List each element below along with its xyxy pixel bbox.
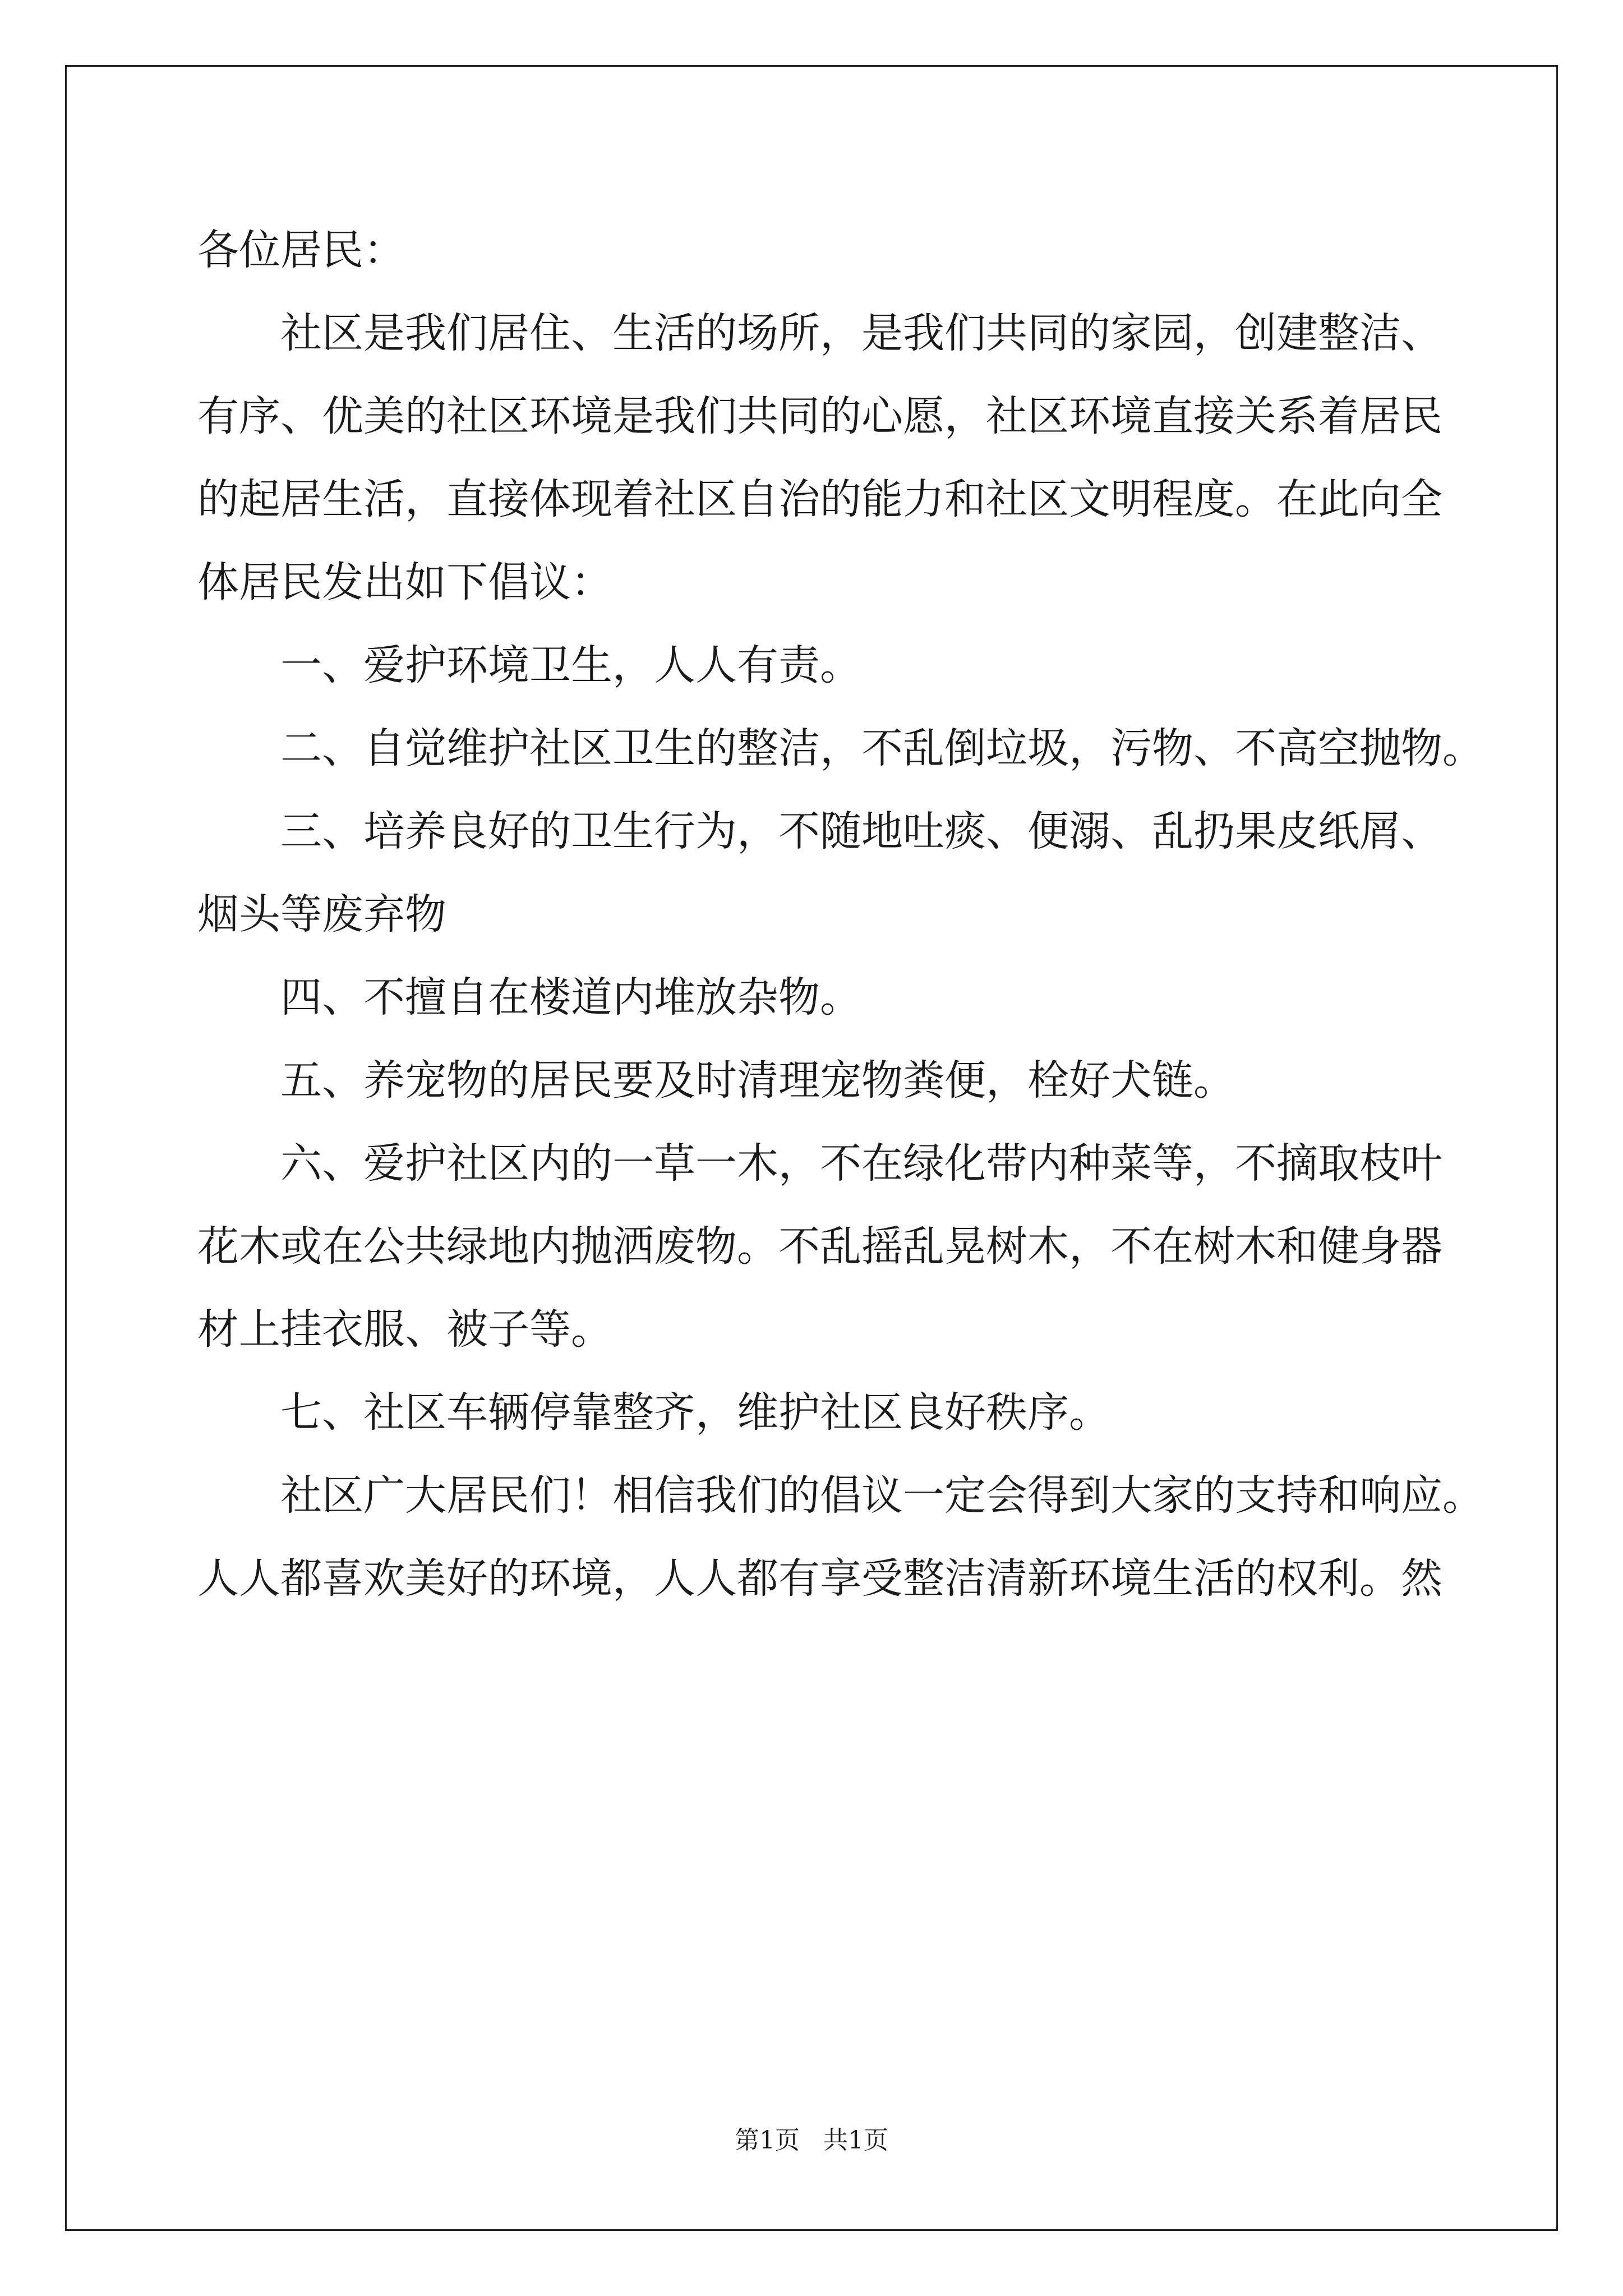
- text-line: 四、不擅自在楼道内堆放杂物。: [197, 973, 861, 1022]
- text-line: 社区是我们居住、生活的场所，是我们共同的家园，创建整洁、: [197, 309, 1442, 357]
- text-line: 花木或在公共绿地内抛洒废物。不乱摇乱晃树木，不在树木和健身器: [197, 1222, 1442, 1271]
- text-line: 三、培养良好的卫生行为，不随地吐痰、便溺、乱扔果皮纸屑、: [197, 807, 1442, 855]
- text-line: 人人都喜欢美好的环境，人人都有享受整洁清新环境生活的权利。然: [197, 1554, 1442, 1603]
- text-line: 各位居民：: [197, 226, 405, 274]
- text-line: 的起居生活，直接体现着社区自治的能力和社区文明程度。在此向全: [197, 475, 1442, 523]
- text-line: 六、爱护社区内的一草一木，不在绿化带内种菜等，不摘取枝叶: [197, 1139, 1442, 1188]
- text-line: 社区广大居民们！相信我们的倡议一定会得到大家的支持和响应。: [197, 1471, 1484, 1520]
- text-line: 体居民发出如下倡议：: [197, 558, 612, 606]
- text-line: 一、爱护环境卫生，人人有责。: [197, 641, 861, 689]
- text-line: 有序、优美的社区环境是我们共同的心愿，社区环境直接关系着居民: [197, 392, 1442, 440]
- page-number-footer: 第1页 共1页: [735, 2126, 888, 2155]
- text-line: 五、养宠物的居民要及时清理宠物粪便，栓好犬链。: [197, 1056, 1235, 1105]
- text-line: 材上挂衣服、被子等。: [197, 1305, 612, 1354]
- text-line: 七、社区车辆停靠整齐，维护社区良好秩序。: [197, 1388, 1110, 1437]
- text-line: 二、自觉维护社区卫生的整洁，不乱倒垃圾，污物、不高空抛物。: [197, 724, 1484, 772]
- text-line: 烟头等废弃物: [197, 890, 446, 938]
